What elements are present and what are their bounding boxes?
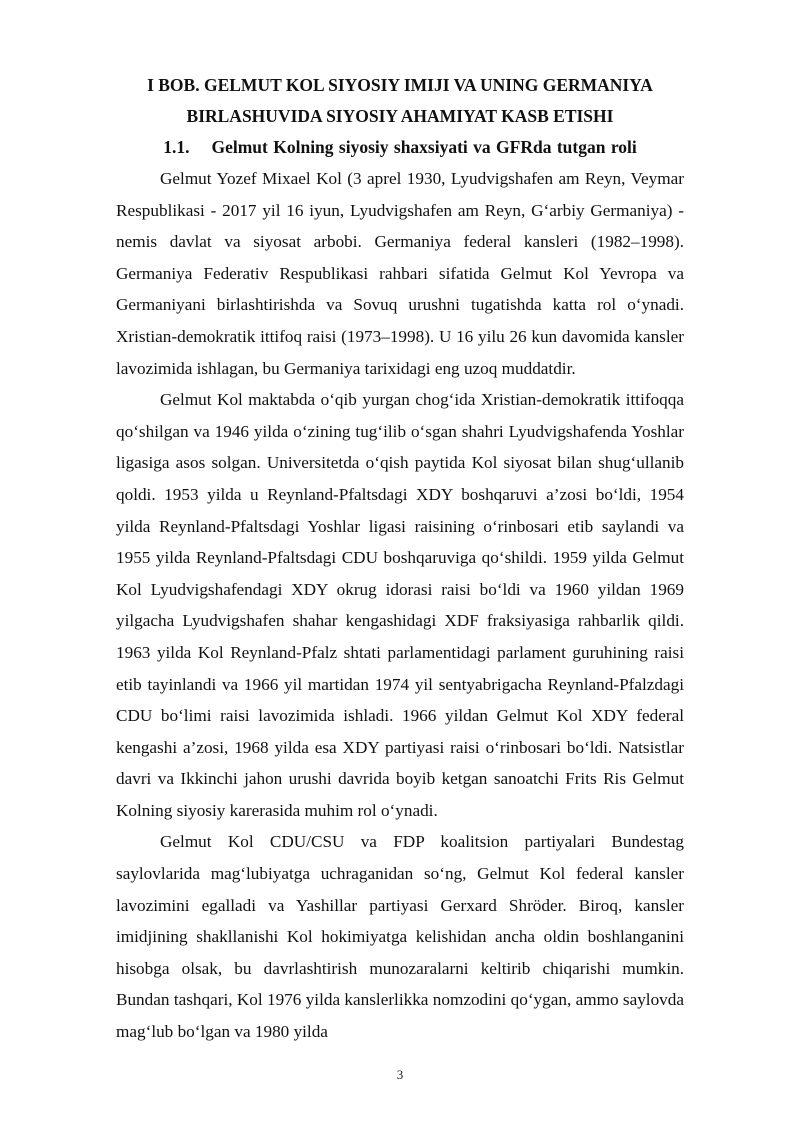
section-title	[116, 132, 684, 163]
section-title-text: Gelmut Kolning siyosiy shaxsiyati va GFRda tutgan roli	[211, 137, 637, 157]
chapter-title-line-2: BIRLASHUVIDA SIYOSIY AHAMIYAT KASB ETISHI	[186, 106, 614, 126]
paragraph-1: Gelmut Yozef Mixael Kol (3 aprel 1930, Lyudvigshafen am Reyn, Veymar Respublikasi - 2017 yil 16 iyun, Lyudvigshafen am Reyn, G‘arbiy Germaniya) - nemis davlat va siyosat arbobi. Germaniya federal kansleri (1982–1998). Germaniya Federativ Respublikasi rahbari sifatida Gelmut Kol Yevropa va Germaniyani birlashtirishda va Sovuq urushni tugatishda katta rol o‘ynadi. Xristian-demokratik ittifoq raisi (1973–1998). U 16 yilu 26 kun davomida kansler lavozimida ishlagan, bu Germaniya tarixidagi eng uzoq muddatdir.	[116, 169, 684, 378]
chapter-title-line-1: I BOB. GELMUT KOL SIYOSIY IMIJI VA UNING GERMANIYA	[147, 75, 653, 95]
paragraph-2: Gelmut Kol maktabda o‘qib yurgan chog‘ida Xristian-demokratik ittifoqqa qo‘shilgan va 1946 yilda o‘zining tug‘ilib o‘sgan shahri Lyudvigshafenda Yoshlar ligasiga asos solgan. Universitetda o‘qish paytida Kol siyosat bilan shug‘ullanib qoldi. 1953 yilda u Reynland-Pfaltsdagi XDY boshqaruvi a’zosi bo‘ldi, 1954 yilda Reynland-Pfaltsdagi Yoshlar ligasi raisining o‘rinbosari etib saylandi va 1955 yilda Reynland-Pfaltsdagi CDU boshqaruviga qo‘shildi. 1959 yilda Gelmut Kol Lyudvigshafendagi XDY okrug idorasi raisi bo‘ldi va 1960 yildan 1969 yilgacha Lyudvigshafen shahar kengashidagi XDF fraksiyasiga rahbarlik qildi. 1963 yilda Kol Reynland-Pfalz shtati parlamentidagi parlament guruhining raisi etib tayinlandi va 1966 yil martidan 1974 yil sentyabrigacha Reynland-Pfalzdagi CDU bo‘limi raisi lavozimida ishladi. 1966 yildan Gelmut Kol XDY federal kengashi a’zosi, 1968 yilda esa XDY partiyasi raisi o‘rinbosari bo‘ldi. Natsistlar davri va Ikkinchi jahon urushi davrida boyib ketgan sanoatchi Frits Ris Gelmut Kolning siyosiy karerasida muhim rol o‘ynadi.	[116, 390, 684, 820]
section-number: 1.1.	[163, 137, 190, 157]
paragraph-3: Gelmut Kol CDU/CSU va FDP koalitsion partiyalari Bundestag saylovlarida mag‘lubiyatga uchraganidan so‘ng, Gelmut Kol federal kansler lavozimini egalladi va Yashillar partiyasi Gerxard Shröder. Biroq, kansler imidjining shakllanishi Kol hokimiyatga kelishidan ancha oldin boshlanganini hisobga olsak, bu davrlashtirish munozaralarni keltirib chiqarishi mumkin. Bundan tashqari, Kol 1976 yilda kanslerlikka nomzodini qo‘ygan, ammo saylovda mag‘lub bo‘lgan va 1980 yilda	[116, 832, 684, 1042]
page-number: 3	[396, 1067, 404, 1082]
document-page	[116, 70, 684, 1048]
chapter-title	[116, 70, 684, 132]
